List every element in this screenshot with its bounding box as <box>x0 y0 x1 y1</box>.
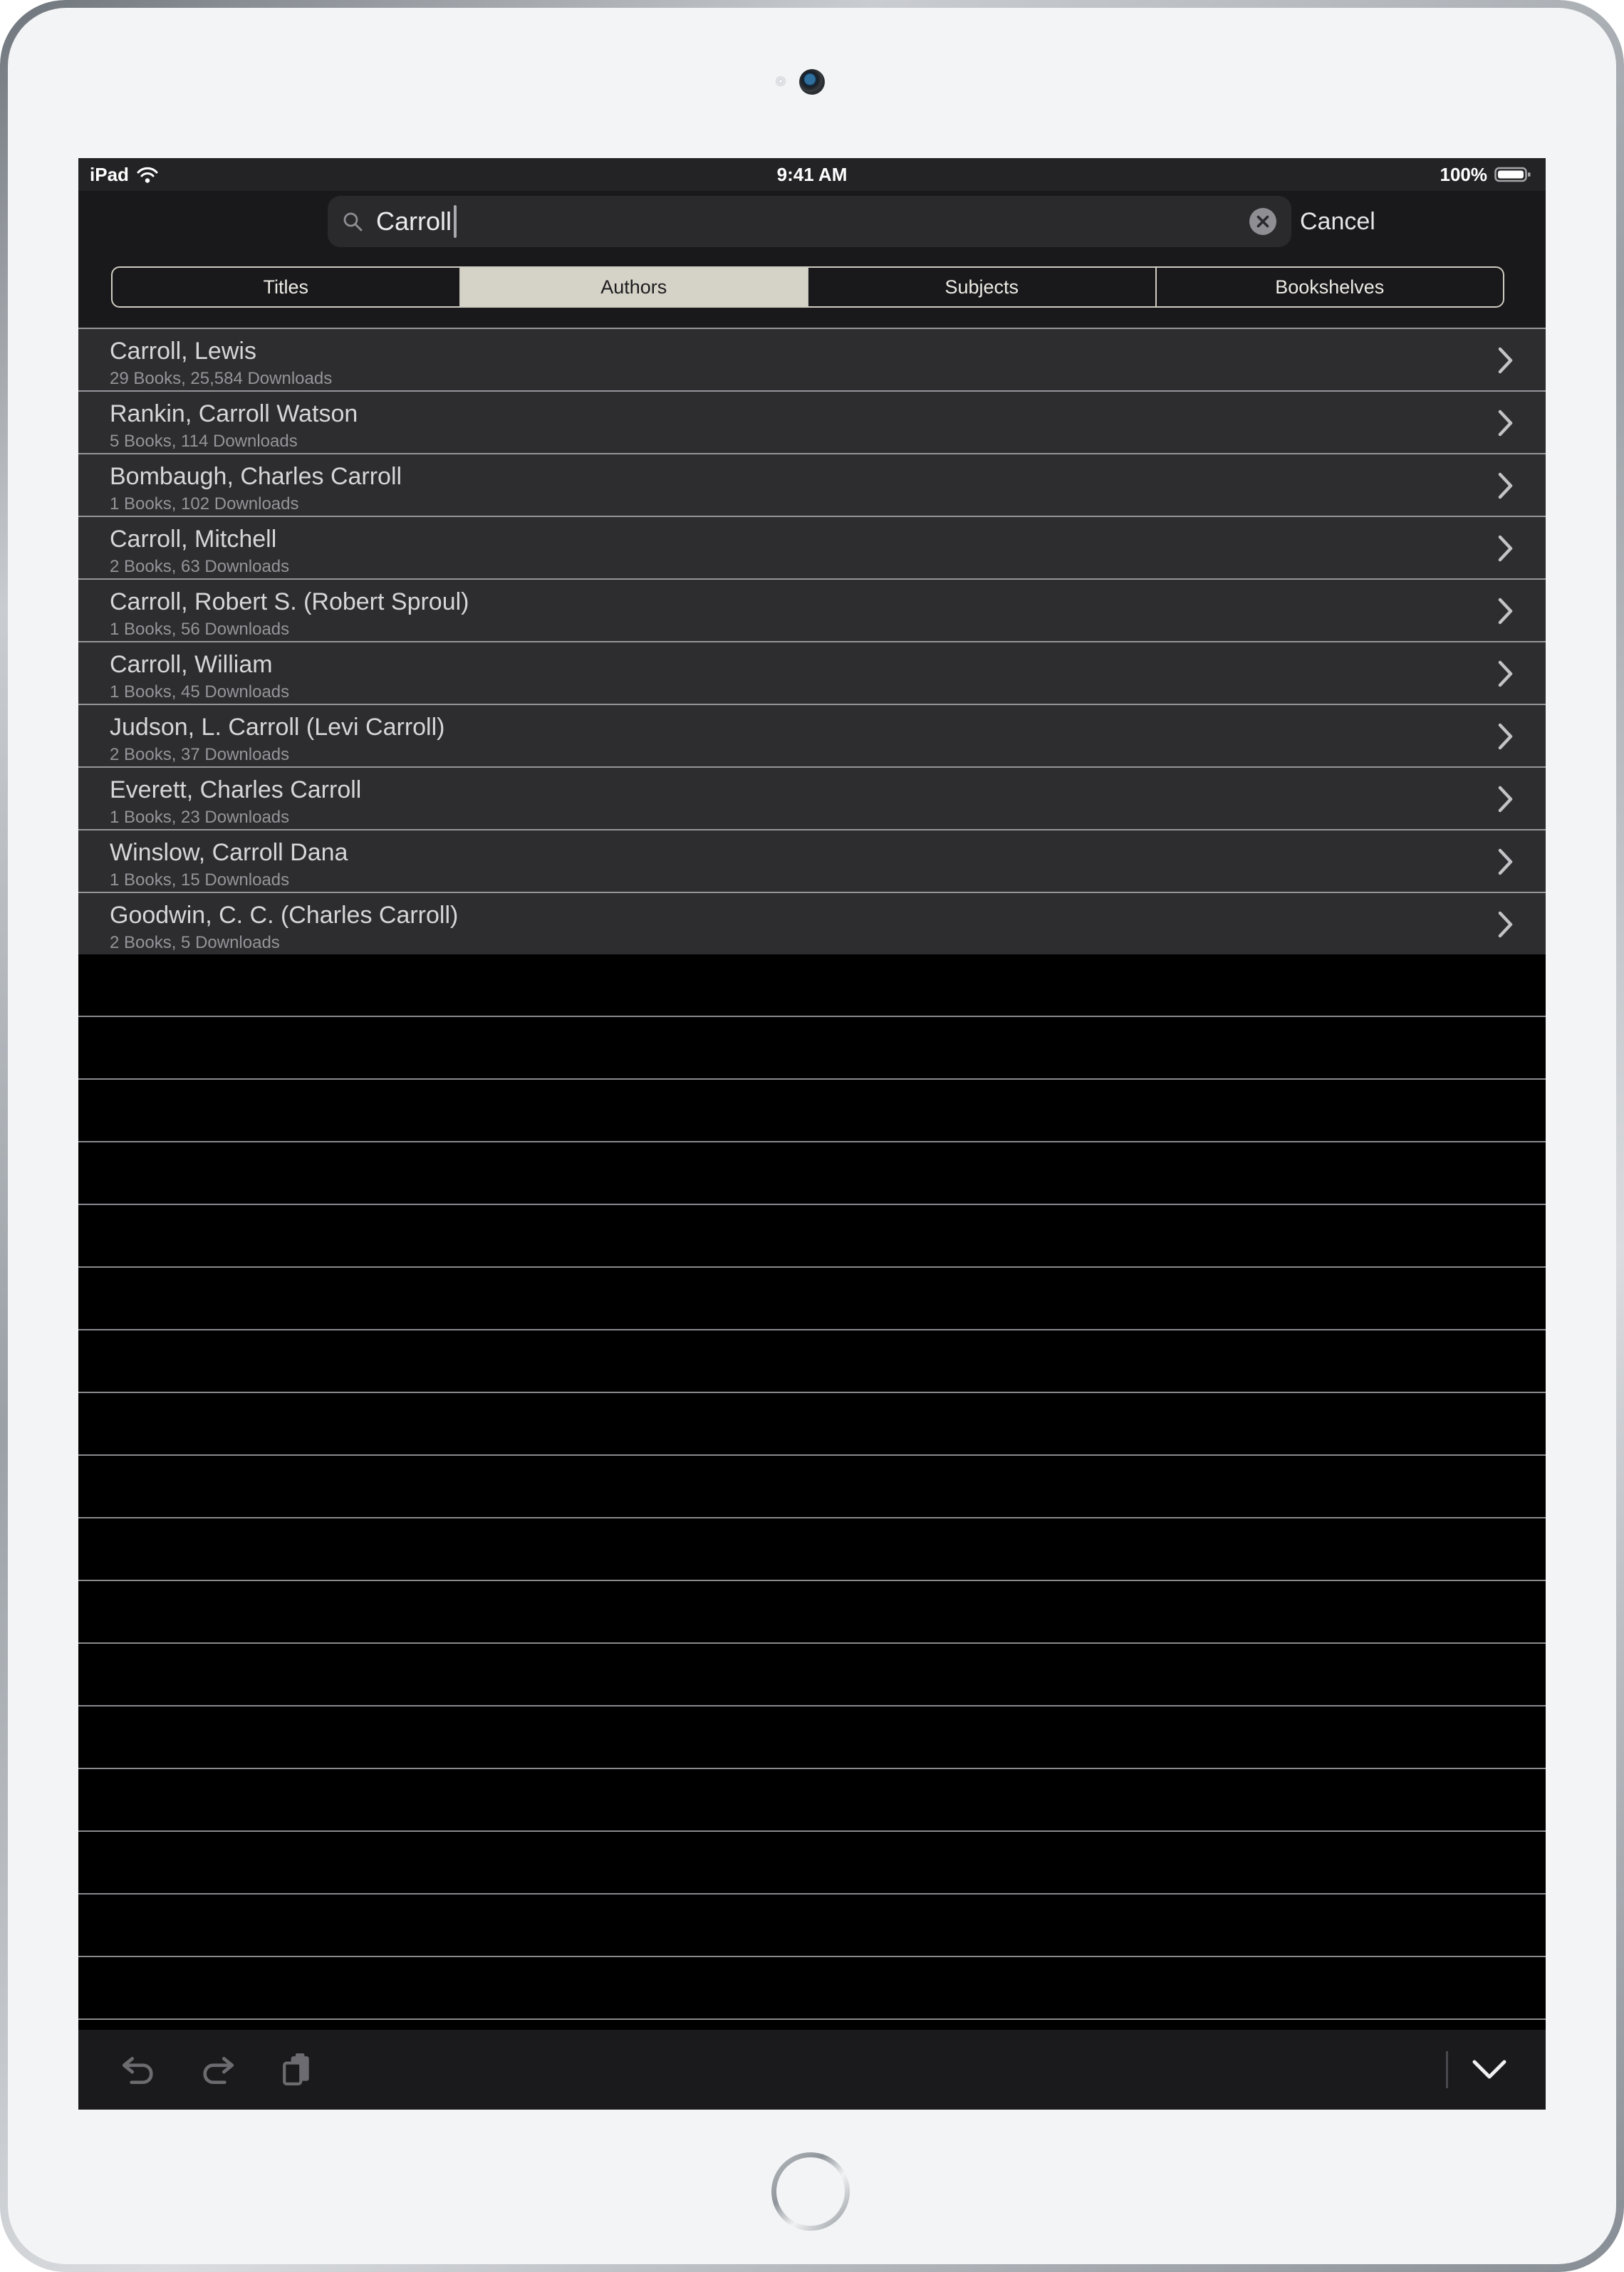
chevron-right-icon <box>1497 910 1514 939</box>
tab-subjects[interactable]: Subjects <box>807 268 1155 306</box>
search-input[interactable] <box>328 196 1291 247</box>
chevron-right-icon <box>1497 848 1514 876</box>
tab-authors[interactable]: Authors <box>459 268 808 306</box>
front-camera-icon <box>799 69 825 95</box>
clock: 9:41 AM <box>776 163 848 185</box>
author-stats: 1 Books, 23 Downloads <box>110 808 290 827</box>
author-results-list <box>78 328 1546 956</box>
chevron-right-icon <box>1497 660 1514 688</box>
author-stats: 1 Books, 102 Downloads <box>110 494 299 514</box>
clear-search-button[interactable] <box>1249 207 1277 236</box>
search-value: Carroll <box>376 207 452 236</box>
author-result-row[interactable] <box>78 454 1546 517</box>
status-bar <box>78 158 1546 191</box>
keyboard-accessory-bar <box>78 2030 1546 2110</box>
author-name: Bombaugh, Charles Carroll <box>110 463 402 490</box>
text-caret <box>454 205 457 238</box>
author-stats: 5 Books, 114 Downloads <box>110 432 298 451</box>
chevron-right-icon <box>1497 346 1514 375</box>
author-name: Carroll, Robert S. (Robert Sproul) <box>110 588 469 615</box>
author-stats: 1 Books, 45 Downloads <box>110 682 290 702</box>
home-button-inner <box>776 2157 845 2226</box>
author-name: Winslow, Carroll Dana <box>110 839 348 866</box>
author-result-row[interactable] <box>78 830 1546 893</box>
search-icon <box>342 211 363 232</box>
author-stats: 2 Books, 5 Downloads <box>110 933 280 952</box>
author-result-row[interactable] <box>78 768 1546 830</box>
chevron-right-icon <box>1497 471 1514 500</box>
author-result-row[interactable] <box>78 392 1546 454</box>
tab-titles[interactable]: Titles <box>263 276 308 298</box>
author-result-row[interactable] <box>78 893 1546 956</box>
chevron-right-icon <box>1497 409 1514 437</box>
author-name: Rankin, Carroll Watson <box>110 400 358 427</box>
carrier-label: iPad <box>90 163 129 185</box>
ambient-sensor <box>776 76 786 86</box>
author-name: Carroll, Mitchell <box>110 526 277 553</box>
chevron-right-icon <box>1497 785 1514 813</box>
author-name: Judson, L. Carroll (Levi Carroll) <box>110 714 445 741</box>
author-stats: 1 Books, 15 Downloads <box>110 870 290 890</box>
author-result-row[interactable] <box>78 642 1546 705</box>
paste-icon[interactable] <box>281 2052 313 2088</box>
undo-icon[interactable] <box>120 2052 155 2088</box>
dismiss-keyboard-icon[interactable] <box>1471 2058 1508 2081</box>
author-result-row[interactable] <box>78 329 1546 392</box>
battery-percent: 100% <box>1440 163 1487 185</box>
battery-icon <box>1494 165 1531 184</box>
author-result-row[interactable] <box>78 517 1546 580</box>
toolbar-divider <box>1446 2051 1448 2088</box>
empty-rows-area <box>78 954 1546 2030</box>
tab-bookshelves[interactable]: Bookshelves <box>1155 268 1504 306</box>
cancel-button[interactable]: Cancel <box>1300 207 1375 235</box>
author-name: Carroll, Lewis <box>110 338 256 365</box>
home-button[interactable] <box>771 2152 850 2231</box>
author-result-row[interactable] <box>78 580 1546 642</box>
author-name: Carroll, William <box>110 651 273 678</box>
author-name: Goodwin, C. C. (Charles Carroll) <box>110 902 459 929</box>
author-stats: 2 Books, 63 Downloads <box>110 557 290 576</box>
redo-icon[interactable] <box>201 2052 236 2088</box>
author-stats: 2 Books, 37 Downloads <box>110 745 290 764</box>
chevron-right-icon <box>1497 597 1514 625</box>
author-stats: 29 Books, 25,584 Downloads <box>110 369 333 388</box>
screen <box>78 158 1546 2110</box>
chevron-right-icon <box>1497 534 1514 563</box>
author-result-row[interactable] <box>78 705 1546 768</box>
search-scope-tabs <box>111 266 1504 308</box>
chevron-right-icon <box>1497 722 1514 751</box>
author-stats: 1 Books, 56 Downloads <box>110 620 290 639</box>
author-name: Everett, Charles Carroll <box>110 776 362 803</box>
